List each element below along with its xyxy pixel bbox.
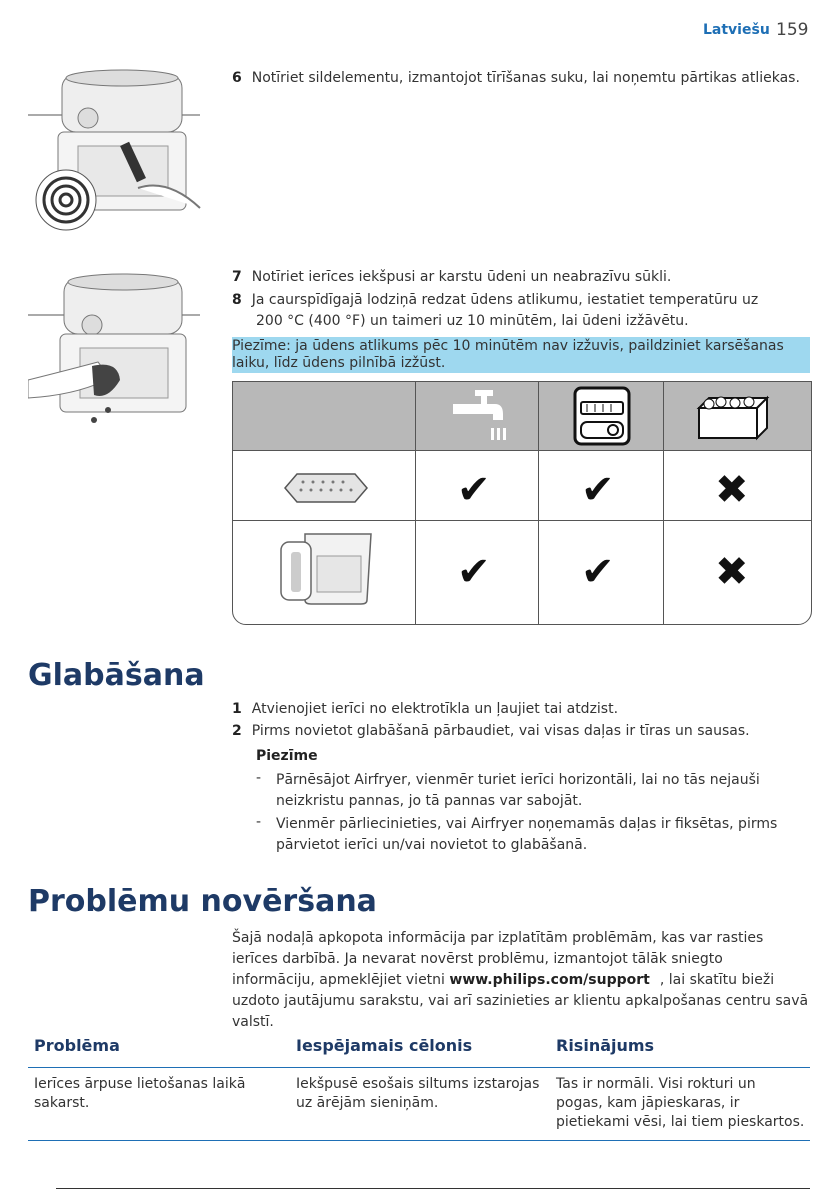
row1-tap-mark: ✔ bbox=[457, 467, 491, 513]
storage-bullet-2: Vienmēr pārliecinieties, vai Airfryer noņemamās daļas ir fiksētas, pirms pārvietot ierīci un/vai novietot to glabāšanā. bbox=[276, 816, 778, 853]
storage-step-1: 1 Atvienojiet ierīci no elektrotīkla un ļaujiet tai atdzist. bbox=[232, 701, 619, 717]
basket-icon bbox=[277, 528, 377, 608]
step-6: 6 Notīriet sildelementu, izmantojot tīrīšanas suku, lai noņemtu pārtikas atliekas. bbox=[232, 70, 800, 86]
col-cause-header: Iespējamais cēlonis bbox=[296, 1036, 473, 1055]
cleaning-methods-table bbox=[232, 381, 812, 625]
grill-plate-icon bbox=[283, 468, 369, 506]
troubleshooting-intro: Šajā nodaļā apkopota informācija par izplatītām problēmām, kas var rasties ierīces darbībā. Ja nevarat novērst problēmu, izmantojot tālāk sniegto informāciju, apmeklējiet vietni www.philips.com/support , lai skatītu bieži uzdoto jautājumu sarakstu, vai arī sazinieties ar klientu apkalpošanas centru savā valstī. bbox=[232, 930, 809, 1030]
row2-tap-mark: ✔ bbox=[457, 549, 491, 595]
row2-dishwasher-mark: ✔ bbox=[581, 549, 615, 595]
storage-bullet-1: Pārnēsājot Airfryer, vienmēr turiet ierīci horizontāli, lai no tās nejauši neizkristu pannas, jo tā pannas var sabojāt. bbox=[276, 772, 760, 809]
cleaning-note bbox=[232, 337, 810, 373]
table-bottom-rule bbox=[28, 1140, 810, 1141]
sponge-icon bbox=[695, 390, 771, 442]
page-number: 159 bbox=[776, 20, 809, 40]
storage-note-label: Piezīme bbox=[256, 748, 318, 764]
brush-cleaning-illustration bbox=[28, 68, 203, 233]
cloth-cleaning-illustration bbox=[28, 270, 203, 430]
row1-solution: Tas ir normāli. Visi rokturi un pogas, kam jāpieskaras, ir pietiekami vēsi, lai tiem pieskartos. bbox=[556, 1076, 805, 1130]
row1-cause: Iekšpusē esošais siltums izstarojas uz ārējām sieniņām. bbox=[296, 1076, 540, 1111]
row1-problem: Ierīces ārpuse lietošanas laikā sakarst. bbox=[34, 1076, 246, 1111]
troubleshooting-title: Problēmu novēršana bbox=[28, 884, 377, 919]
col-solution-header: Risinājums bbox=[556, 1036, 655, 1055]
storage-bullet-2-dash: - bbox=[256, 814, 262, 830]
support-link[interactable]: www.philips.com/support bbox=[449, 972, 650, 988]
storage-bullet-1-dash: - bbox=[256, 770, 262, 786]
row1-dishwasher-mark: ✔ bbox=[581, 467, 615, 513]
dishwasher-icon bbox=[573, 386, 631, 446]
step-8: 8 Ja caurspīdīgajā lodziņā redzat ūdens atlikumu, iestatiet temperatūru uz bbox=[232, 292, 759, 308]
table-header-rule bbox=[28, 1067, 810, 1068]
step-8-cont: 200 °C (400 °F) un taimeri uz 10 minūtēm, lai ūdeni izžāvētu. bbox=[256, 313, 689, 329]
row1-sponge-mark: ✖ bbox=[715, 467, 749, 513]
header-language: Latviešu bbox=[703, 22, 770, 38]
footer-rule bbox=[56, 1188, 810, 1189]
storage-step-2: 2 Pirms novietot glabāšanā pārbaudiet, vai visas daļas ir tīras un sausas. bbox=[232, 723, 750, 739]
tap-icon bbox=[449, 388, 509, 446]
cleaning-note-line1: Piezīme: ja ūdens atlikums pēc 10 minūtēm nav izžuvis, paildziniet karsēšanas bbox=[232, 338, 784, 354]
cleaning-note-line2: laiku, līdz ūdens pilnībā izžūst. bbox=[232, 355, 446, 371]
storage-title: Glabāšana bbox=[28, 658, 205, 693]
row2-sponge-mark: ✖ bbox=[715, 549, 749, 595]
step-7: 7 Notīriet ierīces iekšpusi ar karstu ūdeni un neabrazīvu sūkli. bbox=[232, 269, 672, 285]
col-problem-header: Problēma bbox=[34, 1036, 120, 1055]
